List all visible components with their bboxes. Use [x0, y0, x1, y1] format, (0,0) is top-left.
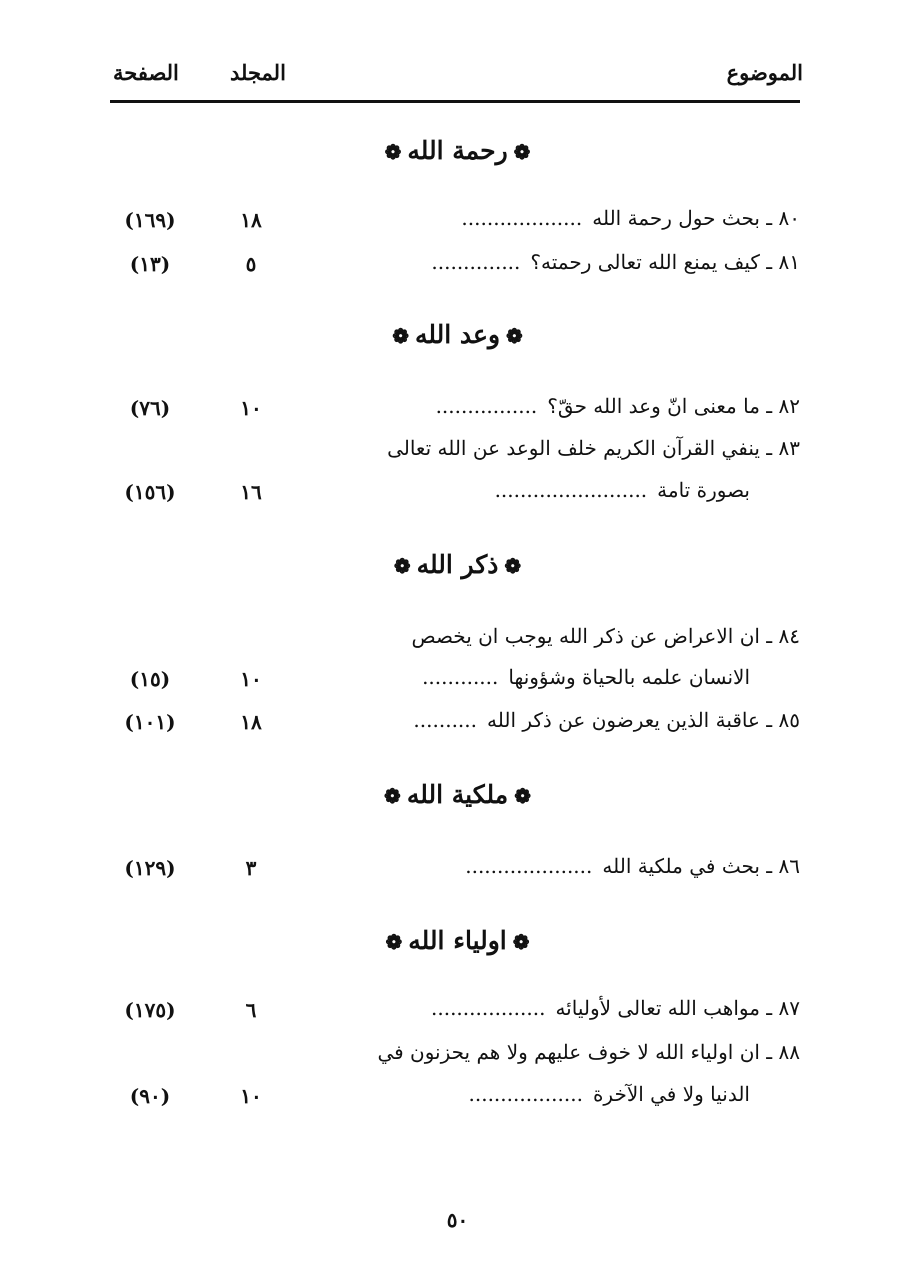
entry-text: ٨٥ ـ عاقبة الذين يعرضون عن ذكر الله.......... — [413, 708, 800, 732]
entry-text: الدنيا ولا في الآخرة.................. — [468, 1082, 750, 1106]
entry-text: ٨٦ ـ بحث في ملكية الله.................... — [465, 854, 800, 878]
entry-text: ٨١ ـ كيف يمنع الله تعالى رحمته؟.............. — [431, 250, 800, 274]
column-header-page: الصفحة — [113, 60, 179, 85]
entry-page: (١٥٦) — [124, 480, 176, 504]
ornament-icon: ❁ — [514, 784, 531, 808]
entry-volume: ٥ — [245, 252, 257, 276]
entry-volume: ٣ — [245, 856, 257, 880]
entry-text: بصورة تامة........................ — [494, 478, 750, 502]
section-title: ❁ملكية الله❁ — [0, 780, 915, 809]
section-title: ❁رحمة الله❁ — [0, 136, 915, 165]
leader-dots: .................. — [468, 1082, 583, 1106]
entry-page: (١٦٩) — [124, 208, 176, 232]
leader-dots: ................ — [435, 394, 538, 418]
entry-volume: ١٦ — [240, 480, 262, 504]
column-header-volume: المجلد — [230, 60, 286, 85]
page-number: ٥٠ — [446, 1208, 469, 1232]
entry-page: (١٢٩) — [124, 856, 176, 880]
entry-text-line1: ٨٣ ـ ينفي القرآن الكريم خلف الوعد عن الله تعالى — [387, 436, 800, 460]
entry-volume: ١٠ — [240, 396, 262, 420]
entry-volume: ٦ — [245, 998, 257, 1022]
ornament-icon: ❁ — [392, 324, 409, 348]
header-rule — [110, 100, 800, 103]
ornament-icon: ❁ — [504, 554, 522, 578]
entry-volume: ١٠ — [240, 667, 262, 691]
entry-text: الانسان علمه بالحياة وشؤونها............ — [422, 665, 750, 689]
entry-text: ٨٠ ـ بحث حول رحمة الله................... — [461, 206, 800, 230]
entry-page: (٧٦) — [129, 396, 171, 420]
ornament-icon: ❁ — [384, 140, 402, 164]
leader-dots: .................. — [431, 996, 546, 1020]
entry-page: (١٣) — [129, 252, 171, 276]
entry-volume: ١٨ — [240, 208, 262, 232]
entry-page: (٩٠) — [129, 1084, 171, 1108]
leader-dots: .......... — [413, 708, 477, 732]
entry-page: (١٧٥) — [124, 998, 176, 1022]
entry-text-line1: ٨٨ ـ ان اولياء الله لا خوف عليهم ولا هم يحزنون في — [377, 1040, 800, 1064]
section-title: ❁وعد الله❁ — [0, 320, 915, 349]
entry-volume: ١٠ — [240, 1084, 262, 1108]
leader-dots: .............. — [431, 250, 521, 274]
leader-dots: ........................ — [494, 478, 648, 502]
leader-dots: ............ — [422, 665, 499, 689]
entry-page: (١٥) — [129, 667, 171, 691]
entry-text-line1: ٨٤ ـ ان الاعراض عن ذكر الله يوجب ان يخصص — [411, 624, 800, 648]
ornament-icon: ❁ — [384, 784, 401, 808]
ornament-icon: ❁ — [393, 554, 411, 578]
ornament-icon: ❁ — [385, 930, 403, 954]
leader-dots: .................... — [465, 854, 593, 878]
section-title: ❁ذكر الله❁ — [0, 550, 915, 579]
leader-dots: ................... — [461, 206, 583, 230]
section-title: ❁اولياء الله❁ — [0, 926, 915, 955]
ornament-icon: ❁ — [506, 324, 523, 348]
entry-text: ٨٧ ـ مواهب الله تعالى لأوليائه.................. — [431, 996, 800, 1020]
ornament-icon: ❁ — [512, 930, 530, 954]
column-header-topic: الموضوع — [726, 60, 803, 85]
ornament-icon: ❁ — [513, 140, 531, 164]
entry-page: (١٠١) — [124, 710, 176, 734]
entry-volume: ١٨ — [240, 710, 262, 734]
entry-text: ٨٢ ـ ما معنى انّ وعد الله حقّ؟................ — [435, 394, 800, 418]
